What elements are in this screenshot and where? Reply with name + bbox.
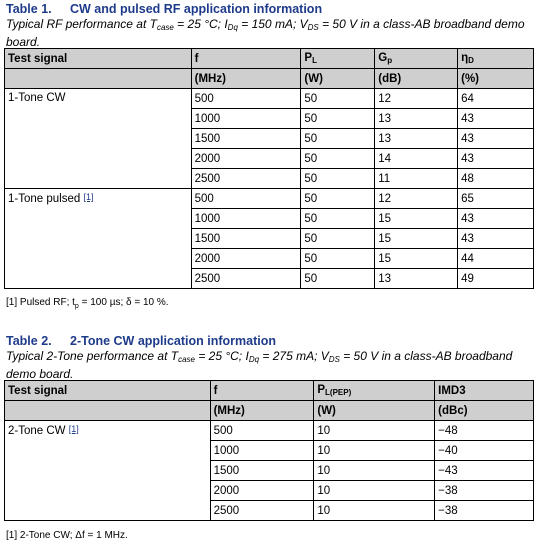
table2-number: Table 2. (6, 334, 52, 348)
t2-sub-dq: Dq (248, 355, 260, 364)
t1-sub-a: Typical RF performance at T (6, 17, 157, 31)
table-cell: 1000 (210, 441, 314, 461)
table-cell: 12 (375, 189, 458, 209)
t1-foot-a: [1] Pulsed RF; t (6, 297, 75, 308)
t1-h-eta: η (461, 52, 469, 64)
t2-header-test-signal: Test signal (5, 381, 211, 401)
t1-sub-case: case (156, 23, 174, 32)
table-cell: 10 (314, 481, 435, 501)
table-cell: 48 (458, 169, 534, 189)
table-cell: 50 (301, 129, 375, 149)
table2-footnote: [1] 2-Tone CW; Δf = 1 MHz. (6, 530, 128, 541)
t1-header-eta (458, 49, 534, 69)
t2-sub-a: Typical 2-Tone performance at T (6, 349, 179, 363)
t1-unit-gp: (dB) (375, 69, 458, 89)
t1-unit-empty (5, 69, 192, 89)
t1-sub-ds: DS (307, 23, 319, 32)
table-cell: 43 (458, 109, 534, 129)
table-cell: 2000 (191, 149, 301, 169)
table-cell: −48 (435, 421, 534, 441)
table-row (5, 421, 534, 441)
table1-number: Table 1. (6, 2, 52, 16)
t1-header-gp (375, 49, 458, 69)
table-cell: 44 (458, 249, 534, 269)
table1 (4, 48, 534, 289)
footnote-ref-link[interactable]: [1] (83, 192, 94, 202)
table-cell: 50 (301, 269, 375, 289)
table1-title: CW and pulsed RF application information (70, 2, 323, 16)
table-cell: 43 (458, 229, 534, 249)
t1-header-test-signal: Test signal (5, 49, 192, 69)
table-cell: −38 (435, 481, 534, 501)
table-cell: 49 (458, 269, 534, 289)
table1-caption (6, 2, 322, 16)
t1-header-pl (301, 49, 375, 69)
table-cell: 14 (375, 149, 458, 169)
table-cell: 50 (301, 149, 375, 169)
table-cell: 2000 (191, 249, 301, 269)
table-cell: 50 (301, 209, 375, 229)
t2-unit-pl: (W) (314, 401, 435, 421)
t1-sub-line2: board. (6, 35, 41, 49)
table-cell: 1500 (191, 129, 301, 149)
table-cell: 43 (458, 149, 534, 169)
t1-sub-b: = 25 °C; I (173, 17, 228, 31)
table-cell: 1500 (191, 229, 301, 249)
table-cell: 10 (314, 441, 435, 461)
t1-h-gp: G (378, 52, 388, 64)
t2-sub-c: = 275 mA; V (259, 349, 329, 363)
group-label-text: 1-Tone pulsed (8, 193, 81, 205)
t2-unit-f: (MHz) (210, 401, 314, 421)
table-cell: 500 (191, 89, 301, 109)
t1-h-eta-sub: D (468, 56, 474, 65)
t2-sub-b: = 25 °C; I (194, 349, 249, 363)
table-cell: 50 (301, 229, 375, 249)
t1-group-label (5, 189, 192, 289)
table-cell: 13 (375, 129, 458, 149)
table-cell: 500 (191, 189, 301, 209)
table-cell: 50 (301, 169, 375, 189)
group-label-text: 2-Tone CW (8, 425, 66, 437)
t1-unit-f: (MHz) (191, 69, 301, 89)
table-cell: 43 (458, 129, 534, 149)
table-cell: 1500 (210, 461, 314, 481)
t1-unit-eta: (%) (458, 69, 534, 89)
table1-footnote (6, 297, 169, 310)
t1-h-pl-sub: L (312, 56, 317, 65)
table-cell: 2500 (191, 269, 301, 289)
table-cell: 13 (375, 269, 458, 289)
table-cell: −43 (435, 461, 534, 481)
t1-sub-c: = 150 mA; V (237, 17, 308, 31)
t1-unit-pl: (W) (301, 69, 375, 89)
table-cell: 2500 (191, 169, 301, 189)
table-cell: 1000 (191, 109, 301, 129)
t2-header-pl (314, 381, 435, 401)
t2-sub-case: case (178, 355, 195, 364)
table-cell: 2500 (210, 501, 314, 521)
t1-h-gp-sub: p (387, 56, 393, 65)
table2-subtitle (6, 349, 512, 381)
t1-sub-dq: Dq (227, 23, 238, 32)
t1-foot-sub: p (74, 303, 79, 310)
table-cell: 50 (301, 189, 375, 209)
t2-header-imd: IMD3 (435, 381, 534, 401)
table-cell: 15 (375, 229, 458, 249)
table2 (4, 380, 534, 521)
table-cell: 10 (314, 501, 435, 521)
table-cell: −38 (435, 501, 534, 521)
t2-group-label (5, 421, 211, 521)
t2-unit-imd: (dBc) (435, 401, 534, 421)
t1-sub-d: = 50 V in a class-AB broadband demo (318, 17, 525, 31)
t2-sub-ds: DS (328, 355, 340, 364)
table-cell: 15 (375, 209, 458, 229)
t2-sub-d: = 50 V in a class-AB broadband (339, 349, 513, 363)
table-cell: 64 (458, 89, 534, 109)
table-cell: 50 (301, 89, 375, 109)
group-label-text: 1-Tone CW (8, 92, 66, 104)
table-cell: 15 (375, 249, 458, 269)
t2-unit-empty (5, 401, 211, 421)
table-cell: 10 (314, 461, 435, 481)
t2-header-f: f (210, 381, 314, 401)
table2-title: 2-Tone CW application information (70, 334, 277, 348)
table-cell: 500 (210, 421, 314, 441)
table1-subtitle (6, 17, 525, 49)
table-row (5, 189, 534, 209)
footnote-ref-link[interactable]: [1] (68, 424, 79, 434)
table-cell: −40 (435, 441, 534, 461)
t2-h-pl: P (317, 384, 326, 396)
t2-h-pl-sub: L(PEP) (325, 388, 352, 397)
table2-caption (6, 334, 276, 348)
table-cell: 65 (458, 189, 534, 209)
t2-sub-line2: demo board. (6, 367, 74, 381)
table-cell: 2000 (210, 481, 314, 501)
t1-header-f: f (191, 49, 301, 69)
table-cell: 1000 (191, 209, 301, 229)
table-cell: 50 (301, 109, 375, 129)
t1-h-pl: P (304, 52, 313, 64)
table-row (5, 89, 534, 109)
table-cell: 50 (301, 249, 375, 269)
table-cell: 13 (375, 109, 458, 129)
table-cell: 10 (314, 421, 435, 441)
table-cell: 12 (375, 89, 458, 109)
table-cell: 43 (458, 209, 534, 229)
t1-foot-b: = 100 µs; δ = 10 %. (78, 297, 169, 308)
t1-group-label (5, 89, 192, 189)
table-cell: 11 (375, 169, 458, 189)
